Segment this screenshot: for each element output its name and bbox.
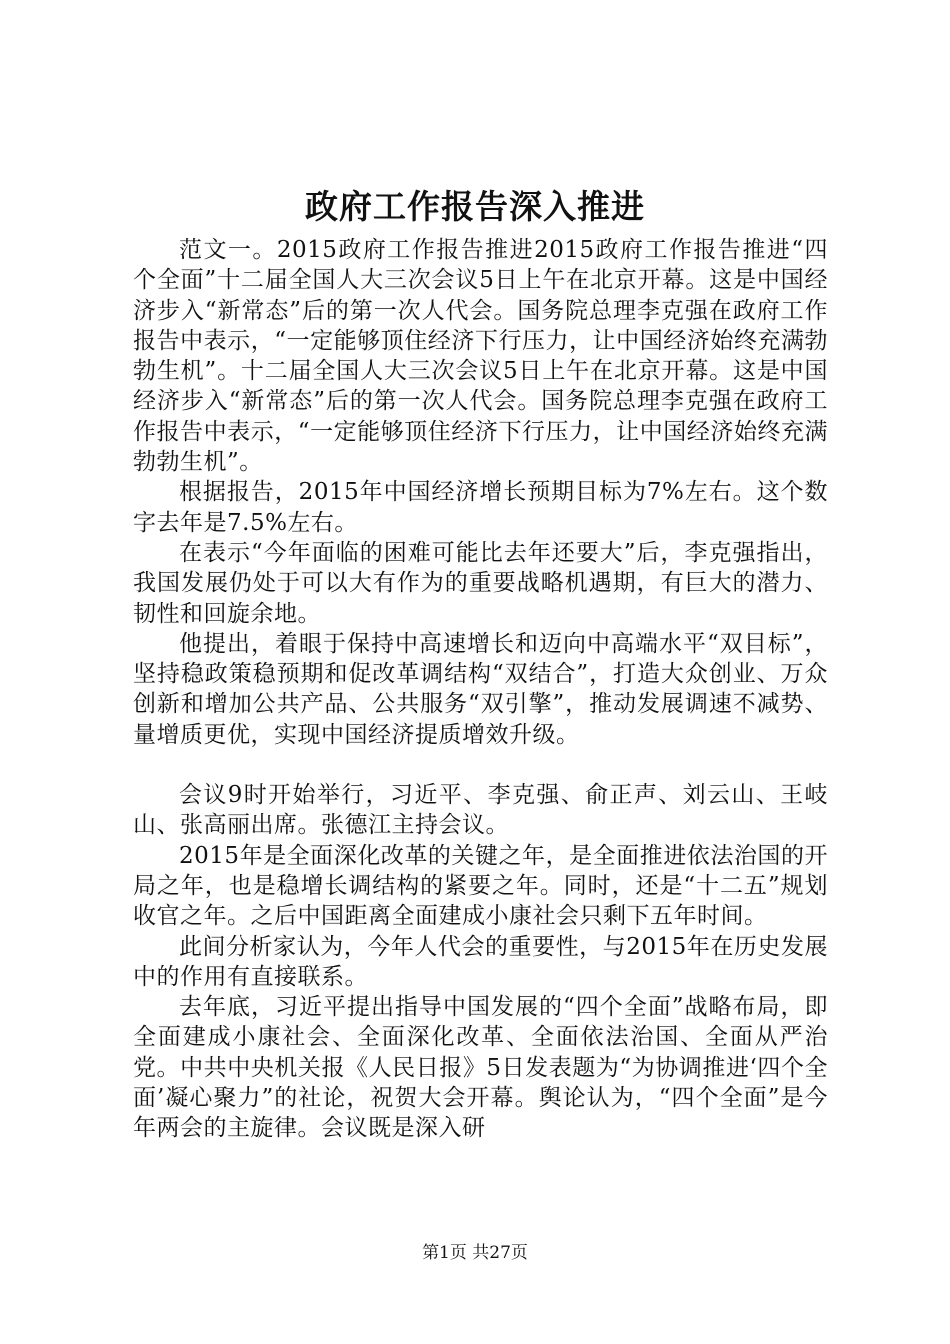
paragraph: 会议9时开始举行，习近平、李克强、俞正声、刘云山、王岐山、张高丽出席。张德江主持会议。 <box>133 782 828 839</box>
paragraph: 范文一。2015政府工作报告推进2015政府工作报告推进“四个全面”十二届全国人大三次会议5日上午在北京开幕。这是中国经济步入“新常态”后的第一次人代会。国务院总理李克强在政府工作报告中表示，“一定能够顶住经济下行压力，让中国经济始终充满勃勃生机”。十二届全国人大三次会议5日上午在北京开幕。这是中国经济步入“新常态”后的第一次人代会。国务院总理李克强在政府工作报告中表示，“一定能够顶住经济下行压力，让中国经济始终充满勃勃生机”。 <box>133 237 828 476</box>
paragraph: 2015年是全面深化改革的关键之年，是全面推进依法治国的开局之年，也是稳增长调结构的紧要之年。同时，还是“十二五”规划收官之年。之后中国距离全面建成小康社会只剩下五年时间。 <box>133 842 828 930</box>
paragraph: 此间分析家认为，今年人代会的重要性，与2015年在历史发展中的作用有直接联系。 <box>133 933 828 990</box>
page-footer: 第1页 共27页 <box>422 1243 528 1263</box>
document-title: 政府工作报告深入推进 <box>305 187 645 226</box>
paragraph: 根据报告，2015年中国经济增长预期目标为7%左右。这个数字去年是7.5%左右。 <box>133 479 828 536</box>
paragraph: 在表示“今年面临的困难可能比去年还要大”后，李克强指出，我国发展仍处于可以大有作为的重要战略机遇期，有巨大的潜力、韧性和回旋余地。 <box>133 539 828 627</box>
paragraph: 他提出，着眼于保持中高速增长和迈向中高端水平“双目标”，坚持稳政策稳预期和促改革调结构“双结合”，打造大众创业、万众创新和增加公共产品、公共服务“双引擎”，推动发展调速不减势、量增质更优，实现中国经济提质增效升级。 <box>133 630 828 748</box>
document-body <box>133 235 828 1144</box>
paragraph: 去年底，习近平提出指导中国发展的“四个全面”战略布局，即全面建成小康社会、全面深化改革、全面依法治国、全面从严治党。中共中央机关报《人民日报》5日发表题为“为协调推进‘四个全面’凝心聚力”的社论，祝贺大会开幕。舆论认为，“四个全面”是今年两会的主旋律。会议既是深入研 <box>133 994 828 1142</box>
